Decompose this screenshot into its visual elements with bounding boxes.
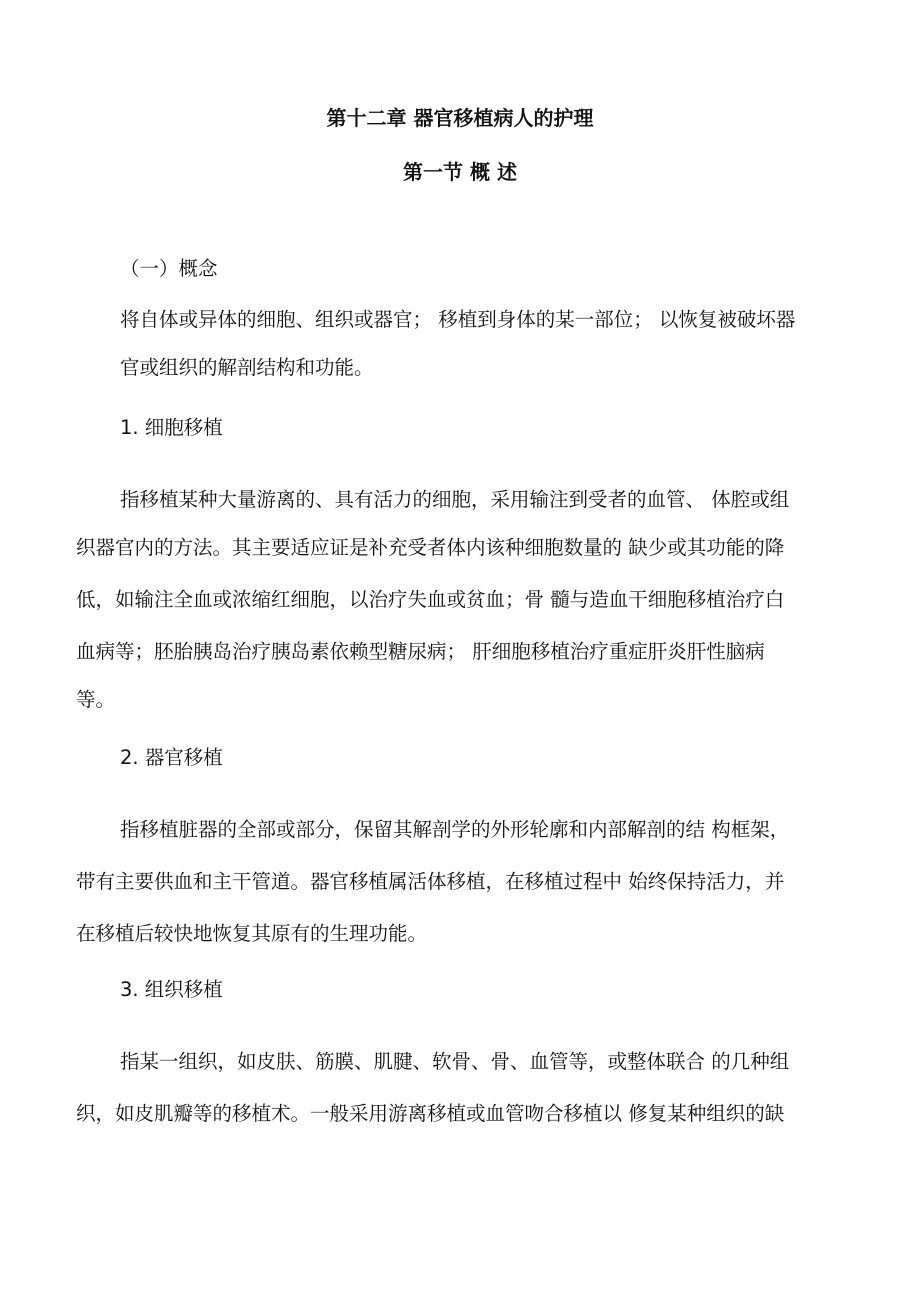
paragraph-line: 低，如输注全血或浓缩红细胞，以治疗失血或贫血；骨 髓与造血干细胞移植治疗白: [76, 588, 785, 611]
item-heading: 1. 细胞移植: [120, 416, 223, 439]
paragraph-line: 在移植后较快地恢复其原有的生理功能。: [76, 922, 428, 945]
paragraph-line: 指某一组织，如皮肤、筋膜、肌腱、软骨、骨、血管等，或整体联合 的几种组: [120, 1050, 790, 1073]
concept-heading: （一）概念: [120, 257, 218, 280]
paragraph-line: 官或组织的解剖结构和功能。: [120, 356, 374, 379]
paragraph-line: 带有主要供血和主干管道。器官移植属活体移植，在移植过程中 始终保持活力，并: [76, 870, 785, 893]
item-heading: 3. 组织移植: [120, 978, 223, 1001]
chapter-title: 第十二章 器官移植病人的护理: [326, 106, 594, 130]
paragraph-line: 指移植脏器的全部或部分，保留其解剖学的外形轮廓和内部解剖的结 构框架，: [120, 818, 790, 841]
paragraph-line: 织，如皮肌瓣等的移植术。一般采用游离移植或血管吻合移植以 修复某种组织的缺: [76, 1102, 785, 1125]
paragraph-line: 将自体或异体的细胞、组织或器官； 移植到身体的某一部位； 以恢复被破坏器: [120, 308, 796, 331]
paragraph-line: 指移植某种大量游离的、具有活力的细胞，采用输注到受者的血管、 体腔或组: [120, 488, 790, 511]
paragraph-line: 血病等；胚胎胰岛治疗胰岛素依赖型糖尿病； 肝细胞移植治疗重症肝炎肝性脑病: [76, 640, 765, 663]
paragraph-line: 织器官内的方法。其主要适应证是补充受者体内该种细胞数量的 缺少或其功能的降: [76, 536, 785, 559]
item-heading: 2. 器官移植: [120, 746, 223, 769]
section-title: 第一节 概 述: [403, 160, 517, 184]
paragraph-line: 等。: [76, 688, 116, 711]
